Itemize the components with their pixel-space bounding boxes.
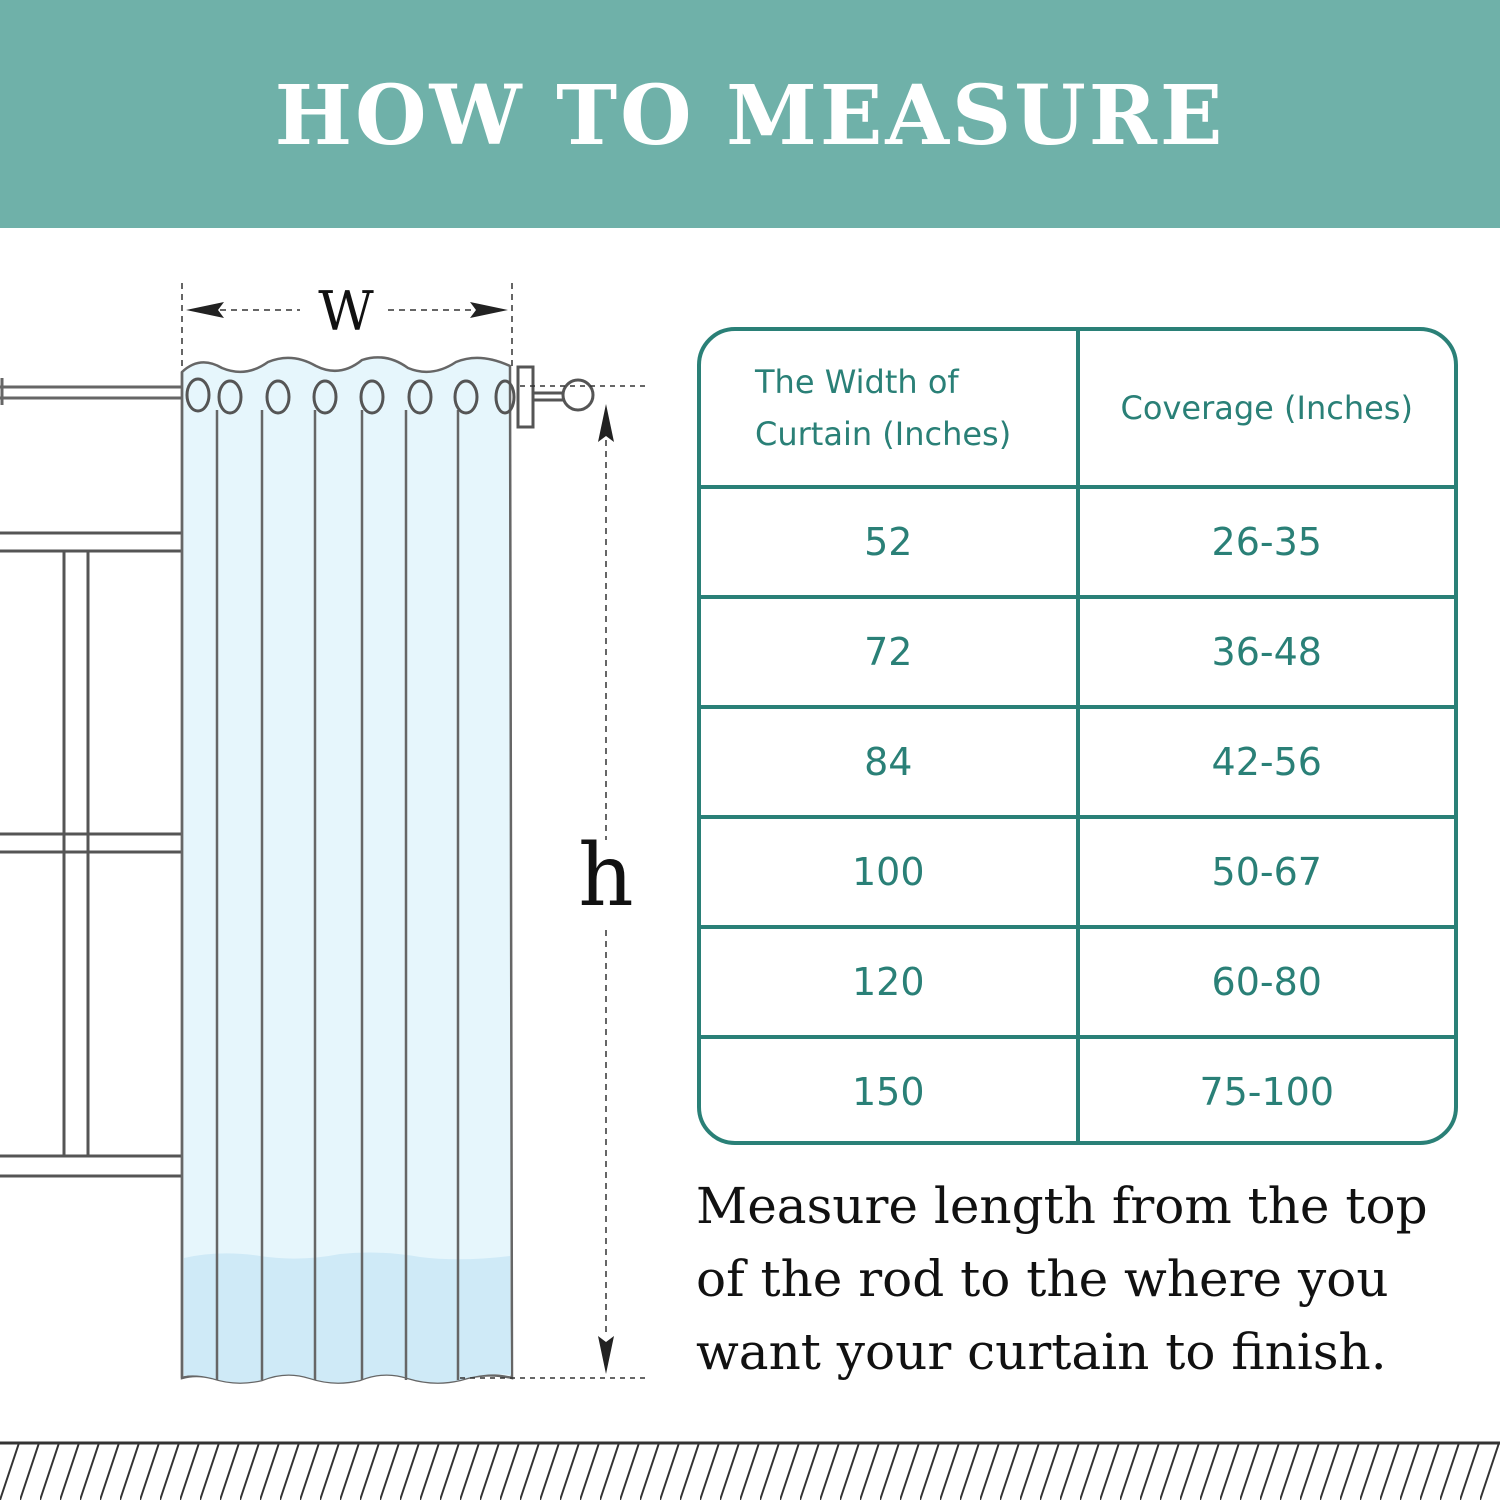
measure-instructions: Measure length from the top of the rod to the where you want your curtain to finish. — [696, 1177, 1428, 1381]
window-frame — [0, 533, 185, 1176]
page-title: HOW TO MEASURE — [274, 68, 1226, 164]
cell-coverage: 26-35 — [1078, 487, 1455, 597]
cell-coverage: 60-80 — [1078, 927, 1455, 1037]
floor-hatching — [0, 1443, 1500, 1500]
table-header-row — [701, 331, 1454, 487]
size-table-container — [697, 327, 1458, 1145]
table-row — [701, 1037, 1454, 1145]
table-row — [701, 487, 1454, 597]
cell-coverage: 50-67 — [1078, 817, 1455, 927]
curtain-rod — [0, 378, 185, 405]
cell-coverage: 36-48 — [1078, 597, 1455, 707]
cell-width: 150 — [701, 1037, 1078, 1145]
cell-width: 100 — [701, 817, 1078, 927]
width-label: W — [318, 280, 374, 343]
table-row — [701, 707, 1454, 817]
curtain-panel — [182, 357, 512, 1382]
height-label: h — [578, 826, 634, 926]
cell-coverage: 42-56 — [1078, 707, 1455, 817]
cell-width: 120 — [701, 927, 1078, 1037]
header-coverage: Coverage (Inches) — [1078, 331, 1455, 487]
table-row — [701, 927, 1454, 1037]
cell-width: 72 — [701, 597, 1078, 707]
rod-bracket — [518, 367, 593, 427]
table-row — [701, 817, 1454, 927]
cell-coverage: 75-100 — [1078, 1037, 1455, 1145]
size-table — [701, 331, 1454, 1145]
cell-width: 52 — [701, 487, 1078, 597]
header-curtain-width: The Width of Curtain (Inches) — [701, 331, 1078, 487]
table-row — [701, 597, 1454, 707]
cell-width: 84 — [701, 707, 1078, 817]
